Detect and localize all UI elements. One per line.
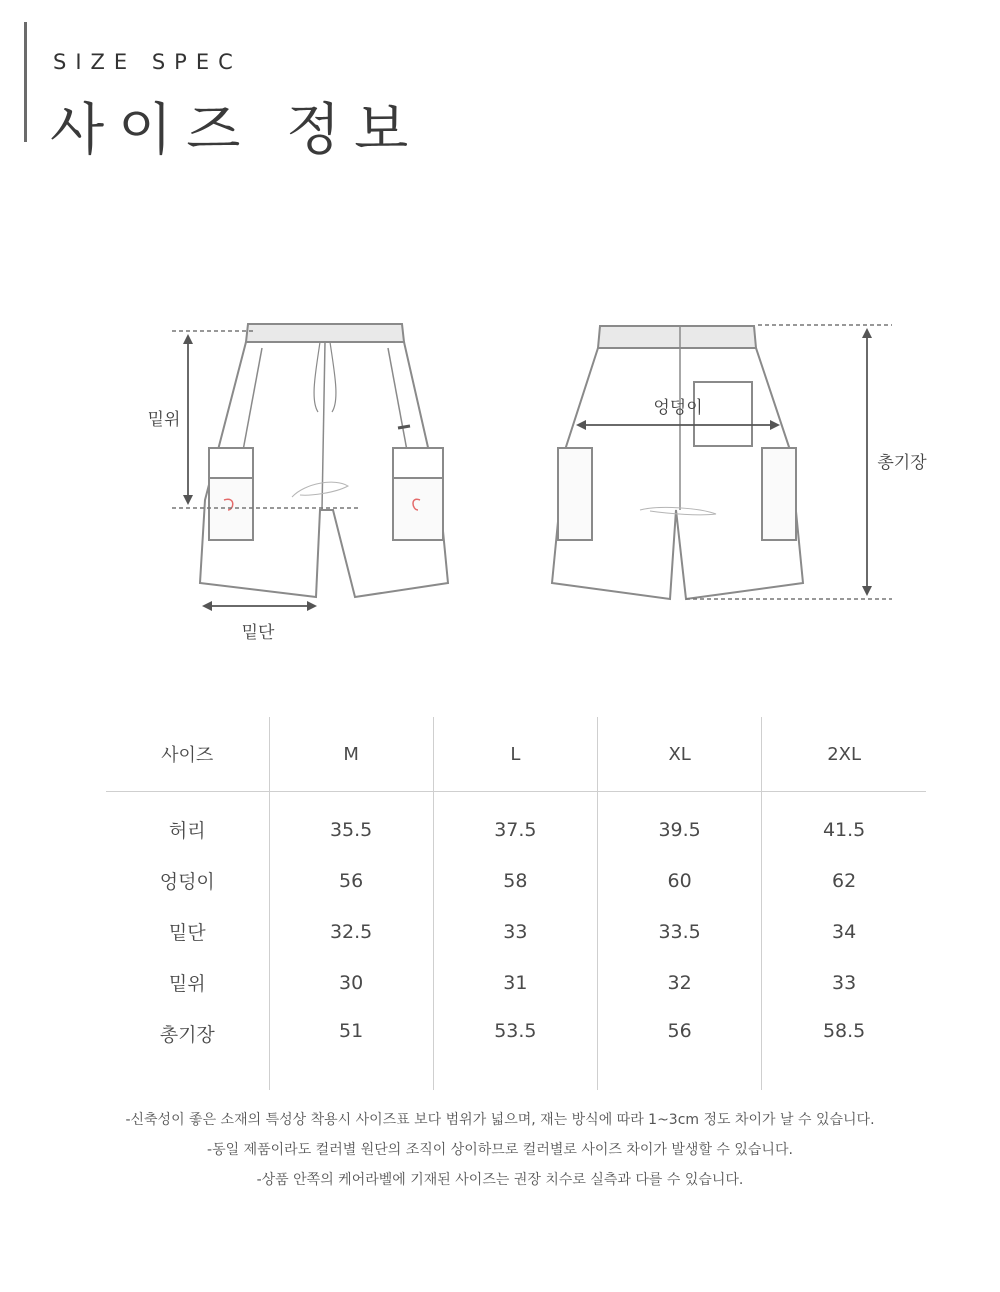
table-cell: 60 [598,855,762,906]
front-shorts-illustration [200,324,448,597]
back-shorts-illustration [552,326,803,599]
size-notes [0,1108,1000,1198]
row-label: 밑단 [168,922,206,944]
table-cell: 32.5 [269,906,433,957]
note-stretch: -신축성이 좋은 소재의 특성상 착용시 사이즈표 보다 범위가 넓으며, 재는 방식에 따라 1~3cm 정도 차이가 날 수 있습니다. [125,1112,875,1128]
table-cell: 35.5 [269,792,433,856]
table-row [106,792,926,856]
row-label: 허리 [168,820,206,842]
size-header-m: M [269,717,433,792]
hip-label: 엉덩이 [653,398,703,418]
table-row [106,1008,926,1090]
table-cell: 53.5 [433,1008,597,1090]
rise-label: 밑위 [147,410,181,430]
size-header-2xl: 2XL [762,717,926,792]
table-cell: 33.5 [598,906,762,957]
table-cell: 58.5 [762,1008,926,1090]
table-cell: 31 [433,957,597,1008]
size-table [106,717,926,1090]
size-header-l: L [433,717,597,792]
row-label: 엉덩이 [159,871,215,893]
table-cell: 56 [598,1008,762,1090]
table-row [106,855,926,906]
size-table-container [106,717,926,1067]
note-care-label: -상품 안쪽의 케어라벨에 기재된 사이즈는 권장 치수로 실측과 다를 수 있습니다. [256,1172,744,1188]
table-cell: 39.5 [598,792,762,856]
table-cell: 51 [269,1008,433,1090]
table-cell: 56 [269,855,433,906]
note-color-variance: -동일 제품이라도 컬러별 원단의 조직이 상이하므로 컬러별로 사이즈 차이가 발생할 수 있습니다. [207,1142,793,1158]
table-cell: 33 [762,957,926,1008]
table-cell: 33 [433,906,597,957]
hem-label: 밑단 [241,623,275,643]
table-cell: 37.5 [433,792,597,856]
table-corner-label: 사이즈 [106,717,269,792]
row-label: 총기장 [159,1024,215,1046]
table-row [106,906,926,957]
table-cell: 62 [762,855,926,906]
table-cell: 41.5 [762,792,926,856]
table-cell: 34 [762,906,926,957]
total-length-label: 총기장 [877,453,927,473]
row-label: 밑위 [168,973,206,995]
table-header-row [106,717,926,792]
size-diagram [0,300,1000,660]
header-accent-bar [24,22,27,142]
table-cell: 30 [269,957,433,1008]
size-header-xl: XL [598,717,762,792]
table-cell: 58 [433,855,597,906]
section-subtitle: SIZE SPEC [53,50,242,74]
page-title: 사이즈 정보 [50,98,423,163]
table-row [106,957,926,1008]
table-cell: 32 [598,957,762,1008]
